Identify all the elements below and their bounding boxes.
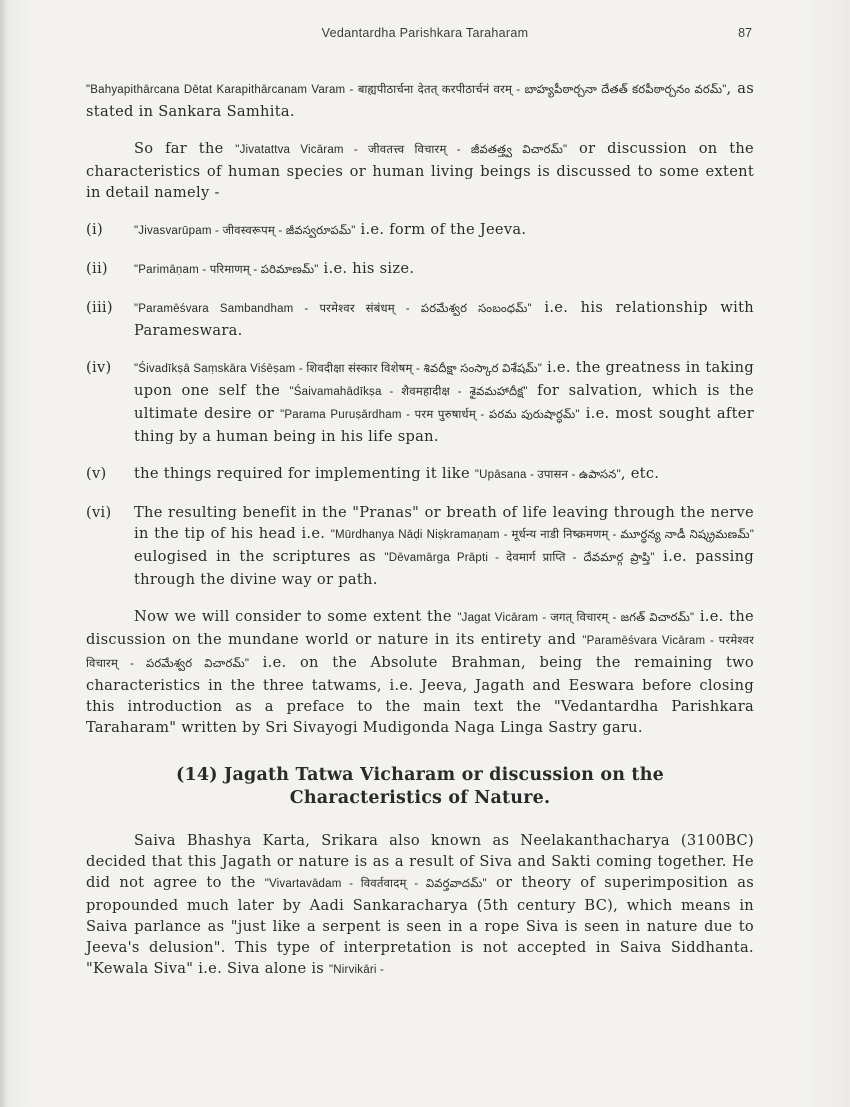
page-number: 87 (738, 26, 752, 40)
body-text: Saiva Bhashya Karta, Srikara also known as Neelakanthacharya (3100BC) decided that this Jagath or nature is as a result of Siva and Sakti coming together. He did not agree to the (86, 832, 754, 891)
body-text: i.e. his size. (318, 260, 415, 277)
body-text: i.e. form of the Jeeva. (355, 221, 527, 238)
body-text: So far the (134, 140, 236, 157)
header-title: Vedantardha Parishkara Taraharam (321, 26, 529, 40)
transliteration-quote: "Bahyapithārcana Dētat Karapithārcanam Varam - बाह्यपीठार्चना देतत् करपीठार्चनं वरम् - బాహ్యపీఠార్చనా దేతత్ కరపీఠార్చనం వరమ్" (86, 84, 727, 96)
running-header (0, 24, 850, 44)
list-item (86, 357, 754, 447)
transliteration-quote: "Jivasvarūpam - जीवस्वरूपम् - జీవస్వరూపమ్" (134, 225, 356, 237)
page-binding-edge (0, 0, 8, 1107)
transliteration-quote: "Vivartavādam - विवर्तवादम् - వివర్తవాదమ్" (264, 878, 487, 890)
transliteration-quote: "Jivatattva Vicāram - जीवतत्त्व विचारम् - జీవతత్త్వ విచారమ్" (235, 144, 568, 156)
list-item-number: (ii) (86, 260, 108, 277)
body-text: or theory of superimposition as propounded much later by Aadi Sankaracharya (5th century BC), which means in Saiva parlance as "just like a serpent is seen in a rope Siva is seen in nature due to Jeeva's delusion". This type of interpretation is not accepted in Saiva Siddhanta. "Kewala Siva" i.e. Siva alone is (86, 874, 754, 977)
body-text: , as stated in Sankara Samhita. (86, 80, 754, 120)
list-item (86, 463, 754, 486)
paragraph-saiva-bhashya (86, 830, 754, 981)
transliteration-quote: "Upāsana - उपासन - ఉపాసన" (474, 469, 621, 481)
transliteration-quote: "Parimāṇam - परिमाणम् - పరిమాణమ్" (134, 264, 319, 276)
section-heading-line2: Characteristics of Nature. (289, 788, 551, 808)
body-text: for salvation, which is the ultimate desire or (134, 382, 754, 422)
transliteration-quote: "Parama Puruṣārdham - परम पुरुषार्धम् - పరమ పురుషార్ధమ్" (280, 409, 580, 421)
section-heading-line1: (14) Jagath Tatwa Vicharam or discussion on the (176, 765, 664, 785)
paragraph-jagat-vicaram (86, 606, 754, 738)
list-item-text (134, 463, 754, 486)
paragraph-bahyapitharcana (86, 78, 754, 122)
body-text: Now we will consider to some extent the (134, 608, 458, 625)
body-text: eulogised in the scriptures as (134, 548, 385, 565)
list-item (86, 297, 754, 341)
list-item-text (134, 258, 754, 281)
list-item (86, 502, 754, 590)
list-item-number: (v) (86, 465, 107, 482)
body-text: i.e. the greatness in taking upon one self the (134, 359, 755, 399)
list-item (86, 219, 754, 242)
list-item-number: (vi) (86, 504, 112, 521)
body-text: , etc. (620, 465, 660, 482)
list-item-number: (iii) (86, 299, 113, 316)
list-item (86, 258, 754, 281)
list-item-number: (iv) (86, 359, 112, 376)
list-item-text (134, 297, 754, 341)
transliteration-quote: "Śivadīkṣā Saṃskāra Viśēṣam - शिवदीक्षा संस्कार विशेषम् - శివదీక్షా సంస్కార విశేషమ్" (134, 363, 543, 375)
section-heading (86, 764, 754, 810)
body-text: i.e. his relationship with Parameswara. (134, 299, 754, 339)
body-text: i.e. most sought after thing by a human being in his life span. (134, 405, 754, 445)
list-item-text (134, 502, 754, 590)
body-text: the things required for implementing it like (134, 465, 475, 482)
page-body (86, 78, 754, 997)
body-text: or discussion on the characteristics of human species or human living beings is discussed to some extent in detail namely - (86, 140, 754, 201)
body-text: The resulting benefit in the "Pranas" or breath of life leaving through the nerve in the tip of his head i.e. (134, 504, 754, 542)
list-item-number: (i) (86, 221, 103, 238)
transliteration-quote: "Mūrdhanya Nāḍi Niṣkramaṇam - मूर्धन्य नाडी निष्क्रमणम् - మూర్ధన్య నాడీ నిష్క్రమణమ్" (330, 529, 754, 541)
list-item-text (134, 219, 754, 242)
list-item-text (134, 357, 754, 447)
transliteration-quote: "Jagat Vicāram - जगत् विचारम् - జగత్ విచారమ్" (457, 612, 695, 624)
body-text: i.e. the discussion on the mundane world or nature in its entirety and (86, 608, 754, 648)
transliteration-quote: "Paramēśvara Sambandham - परमेश्वर संबंधम् - పరమేశ్వర సంబంధమ్" (134, 303, 532, 315)
paragraph-jivatattva (86, 138, 754, 203)
transliteration-quote: "Dēvamārga Prāpti - देवमार्ग प्राप्ति - దేవమార్గ ప్రాప్తి" (384, 552, 655, 564)
transliteration-quote: "Śaivamahādīkṣa - शैवमहादीक्ष - శైవమహాదీక్ష" (289, 386, 528, 398)
transliteration-quote: "Paramēśvara Vicāram - परमेश्वर विचारम् - పరమేశ్వర విచారమ్" (86, 635, 754, 670)
body-text: i.e. passing through the divine way or path. (134, 548, 754, 588)
body-text: i.e. on the Absolute Brahman, being the remaining two characteristics in the three tatwams, i.e. Jeeva, Jagath and Eeswara before closing this introduction as a preface to the main text the "Vedantardha Parishkara Taraharam" written by Sri Sivayogi Mudigonda Naga Linga Sastry garu. (86, 654, 754, 736)
transliteration-quote: "Nirvikāri - (329, 964, 385, 976)
